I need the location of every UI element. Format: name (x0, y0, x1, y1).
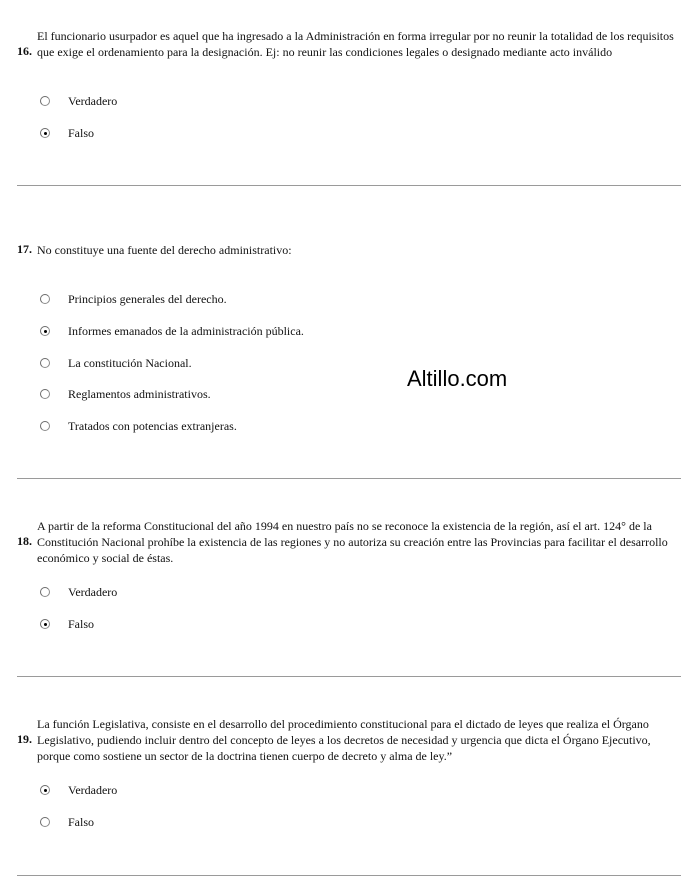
radio-button[interactable] (40, 587, 50, 597)
question-19 (17, 716, 681, 764)
option-label: Tratados con potencias extranjeras. (68, 418, 237, 433)
question-text: La función Legislativa, consiste en el desarrollo del procedimiento constitucional para el dictado de leyes que realiza el Órgano Legislativo, pudiendo incluir dentro del concepto de leyes a los decretos de necesidad y urgencia que dicta el Órgano Ejecutivo, porque como sostiene un sector de la doctrina tienen cuerpo de decreto y alma de ley.” (37, 717, 651, 763)
option-label: Reglamentos administrativos. (68, 386, 211, 401)
radio-button[interactable] (40, 389, 50, 399)
radio-button[interactable] (40, 294, 50, 304)
option-constitucion[interactable] (40, 354, 192, 372)
option-label: La constitución Nacional. (68, 355, 192, 370)
question-text: No constituye una fuente del derecho administrativo: (37, 243, 292, 257)
option-tratados[interactable] (40, 417, 237, 435)
question-17 (17, 242, 681, 258)
question-text: El funcionario usurpador es aquel que ha ingresado a la Administración en forma irregular por no reunir la totalidad de los requisitos que exige el ordenamiento para la designación. Ej: no reunir las condiciones legales o designado mediante acto inválido (37, 29, 674, 59)
option-falso[interactable] (40, 615, 94, 633)
radio-button[interactable] (40, 817, 50, 827)
divider (17, 185, 681, 186)
option-label: Verdadero (68, 584, 118, 599)
question-16 (17, 28, 681, 60)
option-label: Principios generales del derecho. (68, 291, 227, 306)
divider (17, 676, 681, 677)
divider (17, 478, 681, 479)
question-18 (17, 518, 681, 566)
question-number: 17. (17, 242, 32, 256)
option-label: Falso (68, 616, 95, 631)
radio-button-selected[interactable] (40, 785, 50, 795)
option-reglamentos[interactable] (40, 385, 211, 403)
option-label: Falso (68, 125, 95, 140)
option-label: Informes emanados de la administración pública. (68, 323, 304, 338)
option-verdadero[interactable] (40, 781, 117, 799)
watermark: Altillo.com (407, 366, 508, 391)
radio-button[interactable] (40, 421, 50, 431)
divider (17, 875, 681, 876)
radio-button-selected[interactable] (40, 619, 50, 629)
option-verdadero[interactable] (40, 92, 117, 110)
question-number: 19. (17, 732, 32, 746)
option-falso[interactable] (40, 124, 94, 142)
question-number: 16. (17, 44, 32, 58)
radio-button-selected[interactable] (40, 326, 50, 336)
option-label: Falso (68, 814, 95, 829)
radio-button-selected[interactable] (40, 128, 50, 138)
option-label: Verdadero (68, 782, 118, 797)
option-principios[interactable] (40, 290, 227, 308)
radio-button[interactable] (40, 96, 50, 106)
option-label: Verdadero (68, 93, 118, 108)
question-number: 18. (17, 534, 32, 548)
question-text: A partir de la reforma Constitucional del año 1994 en nuestro país no se reconoce la existencia de la región, así el art. 124° de la Constitución Nacional prohíbe la existencia de las regiones y no autoriza su creación entre las Provincias para facilitar el desarrollo económico y social de éstas. (37, 519, 668, 565)
option-verdadero[interactable] (40, 583, 117, 601)
option-falso[interactable] (40, 813, 94, 831)
radio-button[interactable] (40, 358, 50, 368)
option-informes[interactable] (40, 322, 304, 340)
